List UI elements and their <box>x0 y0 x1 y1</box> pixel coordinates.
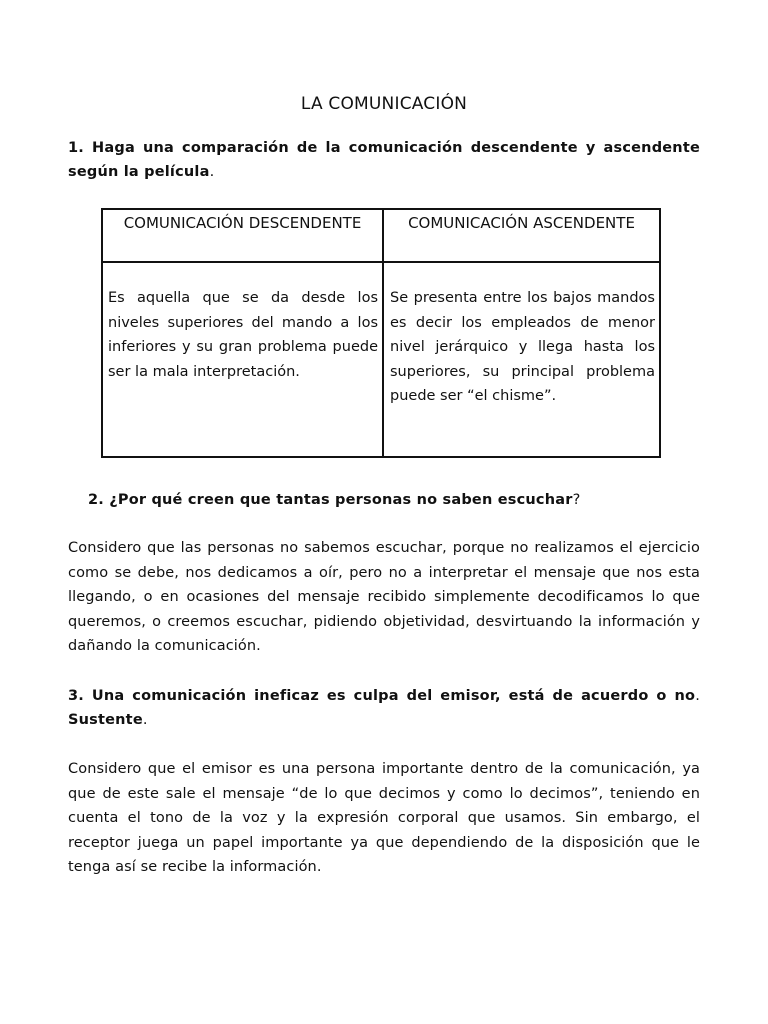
question-2-number: 2 <box>88 492 99 508</box>
table-cell-ascendente: Se presenta entre los bajos mandos es decir los empleados de menor nivel jerárquico y llega hasta los superiores, su principal problema puede ser “el chisme”. <box>390 290 655 404</box>
comparison-table <box>101 208 661 458</box>
question-1-number: 1 <box>68 140 79 156</box>
question-3-text2: Sustente <box>68 712 143 728</box>
question-1-end: . <box>209 164 215 180</box>
question-3-number: 3 <box>68 688 79 704</box>
question-3-text: . Una comunicación ineficaz es culpa del emisor, está de acuerdo o no <box>78 688 696 704</box>
table-header-ascendente: COMUNICACIÓN ASCENDENTE <box>408 214 635 232</box>
question-2-end: ? <box>572 492 581 508</box>
question-2-text: . ¿Por qué creen que tantas personas no saben escuchar <box>98 492 573 508</box>
question-1-text: . Haga una comparación de la comunicación descendente y ascendente según la película <box>68 140 700 180</box>
page-title: LA COMUNICACIÓN <box>300 94 468 114</box>
answer-3: Considero que el emisor es una persona importante dentro de la comunicación, ya que de este sale el mensaje “de lo que decimos y como lo decimos”, teniendo en cuenta el tono de la voz y la expresión corporal que usamos. Sin embargo, el receptor juega un papel importante ya que dependiendo de la disposición que le tenga así se recibe la información. <box>68 761 700 875</box>
table-divider-horizontal <box>103 261 659 263</box>
table-header-descendente: COMUNICACIÓN DESCENDENTE <box>123 214 362 232</box>
answer-2: Considero que las personas no sabemos escuchar, porque no realizamos el ejercicio como se debe, nos dedicamos a oír, pero no a interpretar el mensaje que nos esta llegando, o en ocasiones del mensaje recibido simplemente decodificamos lo que queremos, o creemos escuchar, pidiendo objetividad, desvirtuando la información y dañando la comunicación. <box>68 540 700 654</box>
question-3 <box>68 684 700 732</box>
question-2 <box>88 488 700 512</box>
question-1 <box>68 136 700 184</box>
question-3-end: . <box>142 712 148 728</box>
table-cell-descendente: Es aquella que se da desde los niveles superiores del mando a los inferiores y su gran problema puede ser la mala interpretación. <box>108 290 378 380</box>
question-3-mid: . <box>695 688 700 704</box>
